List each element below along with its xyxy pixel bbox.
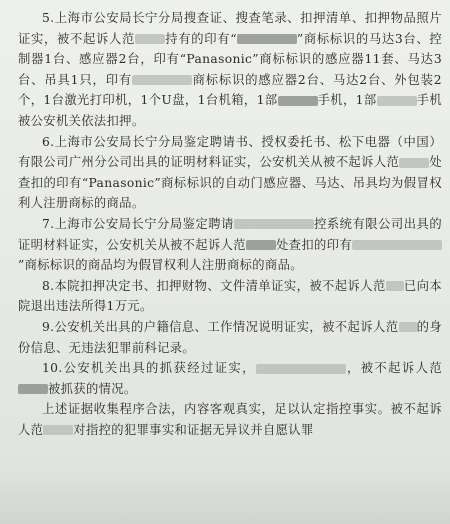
redaction-mark [43, 425, 73, 435]
evidence-paragraph-5 [18, 8, 442, 132]
paragraph-text: 7.上海市公安局长宁分局鉴定聘请 [42, 216, 234, 231]
paragraph-text: 已向本院退出违法所得1万元。 [18, 278, 442, 314]
evidence-paragraph-7 [18, 214, 442, 276]
redaction-mark [135, 34, 165, 44]
paragraph-text: 控系统有限公司出具的证明材料证实，公安机关从被不起诉人范 [18, 216, 442, 252]
paragraph-text: 9.公安机关出具的户籍信息、工作情况说明证实，被不起诉人范 [42, 319, 399, 334]
redaction-mark [246, 240, 276, 250]
redaction-mark [377, 96, 417, 106]
paragraph-text: 商标标识的感应器2台、马达2台、外包装2个，1台激光打印机，1个U盘，1台机箱，1部 [18, 72, 442, 108]
evidence-paragraph-8 [18, 276, 442, 317]
redaction-mark [278, 96, 318, 106]
redaction-mark [399, 158, 429, 168]
paragraph-text: 6.上海市公安局长宁分局鉴定聘请书、授权委托书、松下电器（中国）有限公司广州分公司出具的证明材料证实，公安机关从被不起诉人范 [18, 134, 442, 170]
paragraph-text: ”商标标识的马达3台、控制器1台、感应器2台，印有“Panasonic”商标标识的感应器11套、马达3台、吊具1只，印有 [18, 31, 443, 87]
redaction-mark [386, 281, 404, 291]
redaction-mark [132, 75, 192, 85]
evidence-paragraph-10 [18, 358, 442, 399]
paragraph-text: 对指控的犯罪事实和证据无异议并自愿认罪 [73, 422, 314, 437]
paragraph-text: ”商标标识的商品均为假冒权利人注册商标的商品。 [18, 258, 303, 273]
paragraph-text: 8.本院扣押决定书、扣押财物、文件清单证实，被不起诉人范 [42, 278, 386, 293]
evidence-paragraph-6 [18, 132, 442, 214]
paragraph-text: 的身份信息、无违法犯罪前科记录。 [18, 319, 442, 355]
paragraph-text: 5.上海市公安局长宁分局搜查证、搜查笔录、扣押清单、扣押物品照片证实，被不起诉人范 [18, 11, 442, 46]
paragraph-text: 处查扣的印有 [275, 237, 352, 252]
redaction-mark [399, 322, 417, 332]
paragraph-text: 手机被公安机关依法扣押。 [18, 93, 443, 128]
redaction-mark [18, 384, 48, 394]
paragraph-text: 上述证据收集程序合法，内容客观真实，足以认定指控事实。被不起诉人范 [18, 402, 442, 437]
redaction-mark [234, 219, 314, 229]
page-shadow [0, 464, 450, 524]
redaction-mark [352, 240, 442, 250]
paragraph-text: 持有的印有“ [164, 31, 237, 46]
conclusion-paragraph [18, 399, 442, 440]
redaction-mark [237, 34, 297, 44]
paragraph-text: 处查扣的印有“Panasonic”商标标识的自动门感应器、马达、吊具均为假冒权利人注册商标的商品。 [18, 155, 442, 211]
redaction-mark [256, 364, 346, 374]
paragraph-text: 手机，1部 [317, 93, 377, 108]
evidence-paragraph-9 [18, 317, 442, 358]
paragraph-text: ，被不起诉人范 [345, 361, 442, 376]
paragraph-text: 10.公安机关出具的抓获经过证实， [42, 361, 256, 376]
paragraph-text: 被抓获的情况。 [48, 381, 137, 396]
